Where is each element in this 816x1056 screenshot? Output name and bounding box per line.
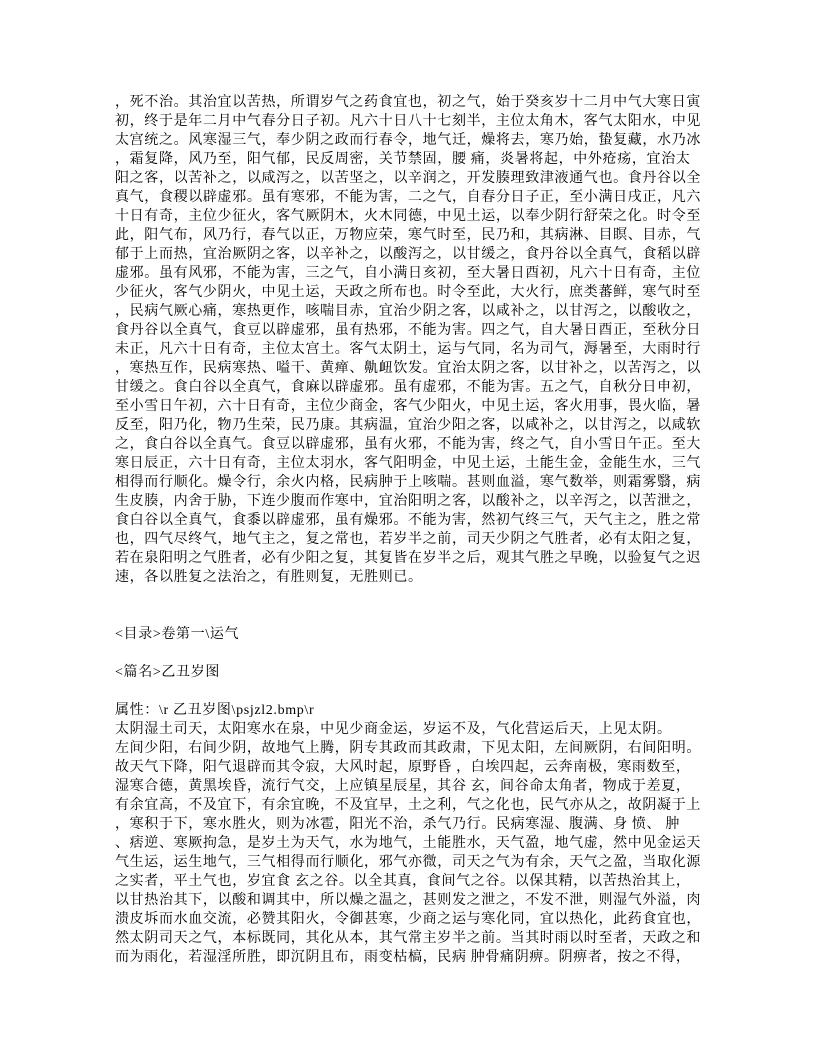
toc-marker-line: <目录>卷第一\运气: [115, 627, 240, 642]
text-line: 生皮腠，内舍于胁，下连少腹而作寒中，宜治阳明之客，以酸补之，以辛泻之，以苦泄之，: [115, 494, 701, 509]
text-line: 少征火，客气少阴火，中见土运，天政之所布也。时令至此，大火行，庶类蕃鲜，寒气时至: [115, 285, 701, 300]
text-line: 至小雪日午初，六十日有奇，主位少商金，客气少阳火，中见土运，客火用事，畏火临，暑: [115, 399, 701, 414]
text-line: 然太阴司天之气，本标既同，其化从本，其气常主岁半之前。当其时雨以时至者，天政之和: [115, 931, 701, 946]
text-line: 若在泉阳明之气胜者，必有少阳之复，其复皆在岁半之后，观其气胜之早晚，以验复气之迟: [115, 551, 701, 566]
text-line: 食白谷以全真气，食黍以辟虚邪，虽有燥邪。不能为害，然初气终三气，天气主之，胜之常: [115, 513, 701, 528]
text-line: 有余宜高，不及宜下，有余宜晚，不及宜早，土之利，气之化也，民气亦从之，故阴凝于上: [115, 798, 701, 813]
text-line: 寒日辰正，六十日有奇，主位太羽水，客气阳明金，中见土运，土能生金，金能生水，三气: [115, 456, 701, 471]
text-line: 此，阳气布，风乃行，春气以正，万物应荣，寒气时至，民乃和，其病淋、目瞑、目赤，气: [115, 228, 701, 243]
text-line: 十日有奇，主位少征火，客气厥阴木，火木同德，中见土运，以奉少阴行舒荣之化。时令至: [115, 209, 701, 224]
text-line: ，寒热互作，民病寒热、嗌干、黄瘅、鼽衄饮发。宜治太阴之客，以甘补之，以苦泻之，以: [115, 361, 701, 376]
text-line: 甘缓之。食白谷以全真气，食麻以辟虚邪。虽有虚邪，不能为害。五之气，自秋分日申初，: [115, 380, 701, 395]
text-line: ，寒积于下，寒水胜火，则为冰雹，阳光不治，杀气乃行。民病寒湿、腹满、身 愤、 肿: [115, 817, 680, 832]
text-line: 食丹谷以全真气，食豆以辟虚邪，虽有热邪，不能为害。四之气，自大暑日酉正，至秋分日: [115, 323, 701, 338]
text-line: ，死不治。其治宜以苦热，所谓岁气之药食宜也，初之气，始于癸亥岁十二月中气大寒日寅: [115, 95, 701, 110]
text-line: 太宫统之。风寒湿三气，奉少阴之政而行春令，地气迁，燥将去，寒乃始，蛰复藏，水乃冰: [115, 133, 701, 148]
attribute-line: 属性：\r 乙丑岁图\psjzl2.bmp\r: [115, 703, 315, 718]
text-line: 虚邪。虽有风邪，不能为害，三之气，自小满日亥初，至大暑日酉初，凡六十日有奇，主位: [115, 266, 701, 281]
text-line: 之，食白谷以全真气。食豆以辟虚邪，虽有火邪，不能为害，终之气，自小雪日午正。至大: [115, 437, 701, 452]
text-line: 以甘热治其下，以酸和调其中，所以燥之温之，甚则发之泄之，不发不泄，则湿气外溢，肉: [115, 893, 701, 908]
text-line: 左间少阳，右间少阴，故地气上腾，阴专其政而其政肃，下见太阳，左间厥阴，右间阳明。: [115, 741, 701, 756]
text-content: [115, 93, 703, 967]
text-line: 初，终于是年二月中气春分日子初。凡六十日八十七刻半，主位太角木，客气太阳水，中见: [115, 114, 701, 129]
text-line: ，霜复降，风乃至，阳气郁，民反周密，关节禁固，腰 痛，炎暑将起，中外疮疡，宜治太: [115, 152, 691, 167]
text-line: 未正，凡六十日有奇，主位太宫土。客气太阴土，运与气同，名为司气，溽暑至，大雨时行: [115, 342, 701, 357]
text-line: 、痞逆、寒厥拘急，是岁土为天气，水为地气，土能胜水，天气盈，地气虚，然中见金运天: [115, 836, 701, 851]
text-line: ，民病气厥心痛，寒热更作，咳喘目赤，宜治少阴之客，以咸补之，以甘泻之，以酸收之，: [115, 304, 701, 319]
text-line: 气生运，运生地气，三气相得而行顺化，邪气亦微，司天之气为有余，天气之盈，当取化源: [115, 855, 701, 870]
text-line: 太阴湿土司天，太阳寒水在泉，中见少商金运，岁运不及，气化营运后天，上见太阴。: [115, 722, 672, 737]
text-line: 湿寒合德，黄黑埃昏，流行气交，上应镇星辰星，其谷 玄，间谷命太角者，物成于差夏，: [115, 779, 691, 794]
text-line: 郁于上而热，宜治厥阴之客，以辛补之，以酸泻之，以甘缓之，食丹谷以全真气，食稻以辟: [115, 247, 701, 262]
text-line: 也，四气尽终气，地气主之，复之常也，若岁半之前，司天少阴之气胜者，必有太阳之复，: [115, 532, 701, 547]
chapter-title-line: <篇名>乙丑岁图: [115, 665, 220, 680]
text-line: 反至，阳乃化，物乃生荣，民乃康。其病温，宜治少阳之客，以咸补之，以甘泻之，以咸软: [115, 418, 701, 433]
paragraph-liuqi: [115, 93, 703, 587]
text-line: 速，各以胜复之法治之，有胜则复，无胜则已。: [115, 570, 423, 585]
text-line: 真气，食稷以辟虚邪。虽有寒邪，不能为害，二之气，自春分日子正，至小满日戌正，凡六: [115, 190, 701, 205]
text-line: 溃皮坼而水血交流，必赞其阳火，令御甚寒，少商之运与寒化同，宜以热化，此药食宜也，: [115, 912, 701, 927]
text-line: 故天气下降，阳气退辟而其令寂，大风时起，原野昏 ，白埃四起，云奔南极，寒雨数至，: [115, 760, 691, 775]
text-line: 相得而行顺化。燥令行，余火内格，民病肿于上咳喘。甚则血溢，寒气数举，则霜雾翳，病: [115, 475, 701, 490]
text-line: 之实者，平土气也，岁宜食 玄之谷。以全其真，食间气之谷。以保其精，以苦热治其上，: [115, 874, 691, 889]
text-line: 阳之客，以苦补之，以咸泻之，以苦坚之，以辛润之，开发腠理致津液通气也。食丹谷以全: [115, 171, 701, 186]
text-line: 而为雨化，若湿淫所胜，即沉阴且布，雨变枯槁，民病 肿骨痛阴痹。阴痹者，按之不得，: [115, 950, 691, 965]
paragraph-yichou: [115, 720, 703, 967]
